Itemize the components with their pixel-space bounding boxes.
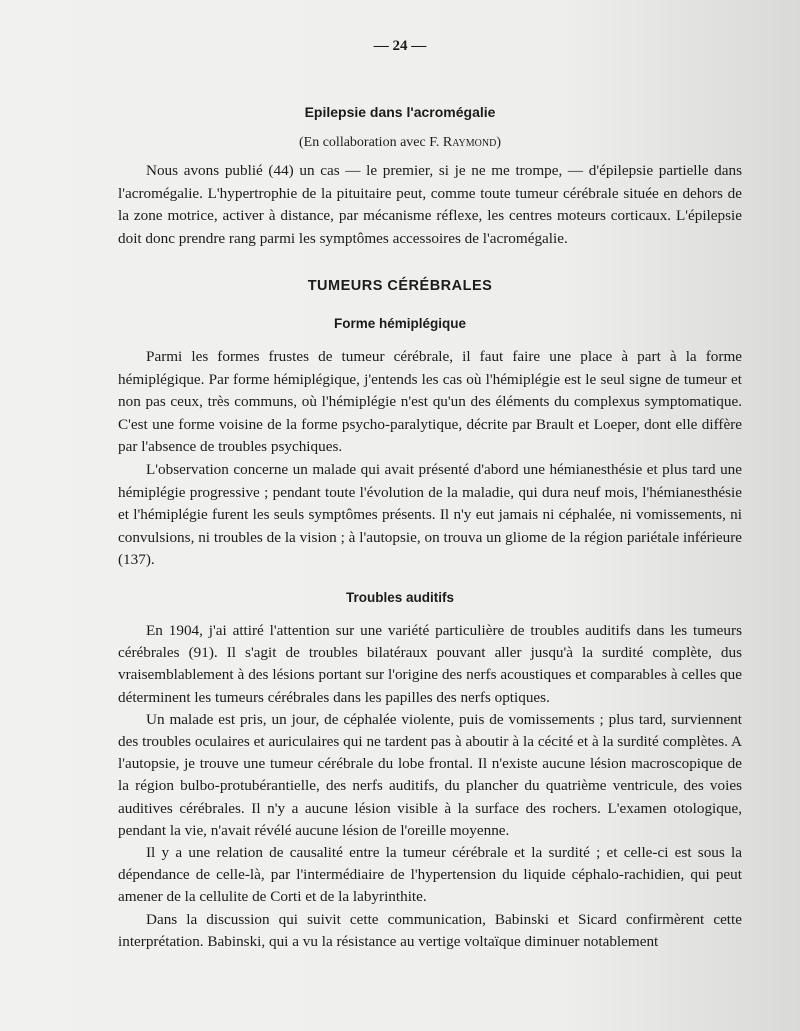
collab-author: Raymond	[442, 135, 497, 150]
section-heading-epilepsie: Epilepsie dans l'acromégalie	[304, 104, 496, 120]
paragraph: Parmi les formes frustes de tumeur cérébrale, il faut faire une place à part à la forme hémiplégique. Par forme hémiplégique, j'entends les cas où l'hémiplégie est le seul signe de tumeur et non pas ceux, très communs, où l'hémiplégie n'est qu'un des éléments du complexus symptomatique. C'est une forme voisine de la forme psycho-paralytique, décrite par Brault et Loeper, dont elle diffère par l'absence de troubles psychiques.	[118, 348, 742, 456]
section-body-epilepsie	[118, 160, 742, 250]
section-heading-tumeurs: TUMEURS CÉRÉBRALES	[307, 278, 493, 294]
collab-suffix: )	[496, 135, 501, 150]
subheading-forme-hemiplegique: Forme hémiplégique	[333, 316, 467, 331]
paragraph: Un malade est pris, un jour, de céphalée violente, puis de vomissements ; plus tard, surviennent des troubles oculaires et auriculaires qui ne tardent pas à aboutir à la cécité et à la surdité complètes. A l'autopsie, je trouve une tumeur cérébrale du lobe frontal. Il n'existe aucune lésion macroscopique de la région bulbo-protubérantielle, des nerfs auditifs, du plancher du quatrième ventricule, des voies auditives cérébrales. Il n'y a aucune lésion visible à la surface des rochers. L'examen otologique, pendant la vie, n'avait révélé aucune lésion de l'oreille moyenne.	[118, 710, 742, 839]
page-number: — 24 —	[373, 38, 427, 54]
paragraph: Il y a une relation de causalité entre la tumeur cérébrale et la surdité ; et celle-ci est sous la dépendance de celle-là, par l'intermédiaire de l'hypertension du liquide céphalo-rachidien, qui peut amener de la cellulite de Corti et de la labyrinthite.	[118, 844, 742, 906]
paragraph: L'observation concerne un malade qui avait présenté d'abord une hémianesthésie et plus tard une hémiplégie progressive ; pendant toute l'évolution de la maladie, qui dura neuf mois, l'hémianesthésie et l'hémiplégie furent les seuls symptômes présents. Il n'y eut jamais ni céphalée, ni vomissements, ni convulsions, ni troubles de la vision ; à l'autopsie, on trouva un gliome de la région pariétale inférieure (137).	[118, 460, 742, 569]
section-body-forme-hemiplegique	[118, 346, 742, 572]
collab-prefix: (En collaboration avec F.	[299, 135, 443, 150]
paragraph: Nous avons publié (44) un cas — le premier, si je ne me trompe, — d'épilepsie partielle dans l'acromégalie. L'hypertrophie de la pituitaire peut, comme toute tumeur cérébrale située en dehors de la zone motrice, activer à distance, par mécanisme réflexe, les centres moteurs corticaux. L'épilepsie doit donc prendre rang parmi les symptômes accessoires de l'acromégalie.	[118, 162, 742, 247]
paragraph: Dans la discussion qui suivit cette communication, Babinski et Sicard confirmèrent cette interprétation. Babinski, qui a vu la résistance au vertige voltaïque diminuer notablement	[118, 910, 742, 950]
collaboration-note	[0, 135, 800, 151]
section-body-troubles-auditifs	[118, 620, 742, 953]
subheading-troubles-auditifs: Troubles auditifs	[345, 590, 454, 605]
paragraph: En 1904, j'ai attiré l'attention sur une variété particulière de troubles auditifs dans les tumeurs cérébrales (91). Il s'agit de troubles bilatéraux pouvant aller jusqu'à la surdité complète, dus vraisemblablement à des lésions portant sur l'origine des nerfs acoustiques et comparables à celles que déterminent les tumeurs cérébrales dans les papilles des nerfs optiques.	[118, 622, 742, 706]
